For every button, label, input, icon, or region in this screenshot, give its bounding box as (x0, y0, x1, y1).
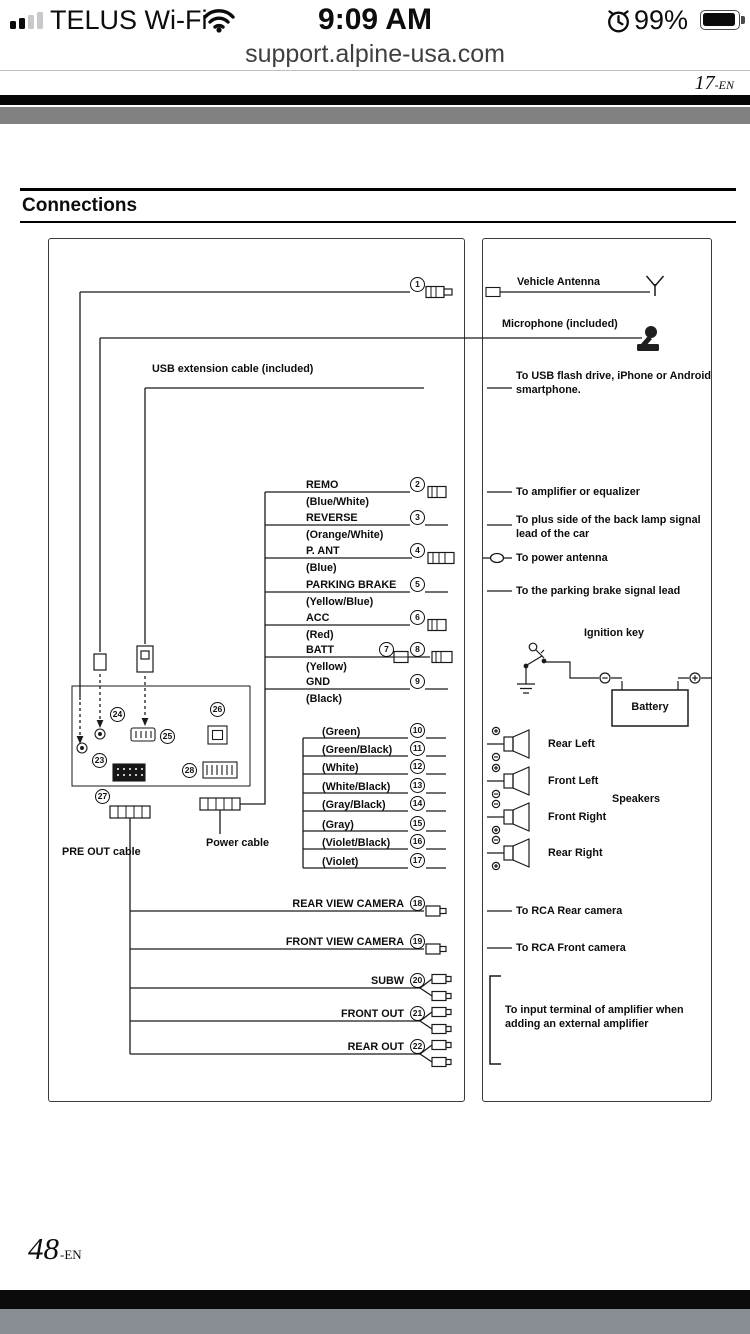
speaker-label: Front Left (548, 775, 599, 787)
wire-number-badge: 14 (410, 796, 425, 811)
battery-label: Battery (631, 701, 669, 713)
url-text: support.alpine-usa.com (245, 40, 505, 68)
usb-destination-label: To USB flash drive, iPhone or Android smartphone. (516, 370, 711, 397)
speaker-label: Rear Right (548, 847, 603, 859)
status-bar (0, 0, 750, 40)
wire-number-badge: 22 (410, 1039, 425, 1054)
wire-number-badge: 17 (410, 853, 425, 868)
section-title: Connections (22, 195, 138, 216)
amplifier-label: To amplifier or equalizer (516, 486, 640, 498)
page-number: 48-EN (28, 1231, 82, 1266)
output-label: FRONT VIEW CAMERA (285, 936, 404, 948)
wire-number-badge: 18 (410, 896, 425, 911)
bottom-bar-gray (0, 1309, 750, 1334)
wire-number-badge: 2 (410, 477, 425, 492)
wire-color-label: (Yellow/Blue) (306, 596, 374, 608)
rca-front-camera-label: To RCA Front camera (516, 942, 626, 954)
rca-rear-camera-label: To RCA Rear camera (516, 905, 623, 917)
wire-number-badge: 21 (410, 1006, 425, 1021)
chrome-separator (0, 70, 750, 71)
wire-name-label: REVERSE (306, 512, 358, 524)
alarm-clock-icon (605, 7, 632, 34)
speaker-wire-color-label: (Green/Black) (322, 744, 393, 756)
clock-time: 9:09 AM (318, 3, 432, 36)
parking-brake-label: To the parking brake signal lead (516, 585, 681, 597)
battery-percentage: 99% (633, 5, 688, 35)
wire-color-label: (Red) (306, 629, 334, 641)
wire-number-badge: 20 (410, 973, 425, 988)
bottom-bar-black (0, 1290, 750, 1309)
wire-number-badge: 10 (410, 723, 425, 738)
wire-number-badge: 3 (410, 510, 425, 525)
speaker-label: Rear Left (548, 738, 595, 750)
wire-name-label: REMO (306, 479, 339, 491)
wire-color-label: (Blue/White) (306, 496, 369, 508)
speaker-wire-color-label: (Green) (322, 726, 361, 738)
battery-icon (700, 10, 740, 30)
wire-number-badge: 13 (410, 778, 425, 793)
wire-number-badge: 16 (410, 834, 425, 849)
wire-number-badge: 5 (410, 577, 425, 592)
wire-number-badge: 11 (410, 741, 425, 756)
connector-number-badge: 24 (110, 707, 125, 722)
top-separator-bar-gray (0, 107, 750, 124)
wire-name-label: PARKING BRAKE (306, 579, 397, 591)
speaker-wire-color-label: (Violet) (322, 856, 359, 868)
address-bar[interactable] (0, 40, 750, 70)
wire-name-label: P. ANT (306, 545, 340, 557)
speaker-wire-color-label: (White) (322, 762, 359, 774)
connector-number-badge: 25 (160, 729, 175, 744)
section-rule-bottom (20, 221, 736, 223)
ignition-key-label: Ignition key (584, 627, 644, 639)
amp-input-label: To input terminal of amplifier when adding an external amplifier (505, 1004, 684, 1031)
wire-number-badge: 7 (379, 642, 394, 657)
output-label: REAR OUT (347, 1041, 404, 1053)
wire-color-label: (Blue) (306, 562, 337, 574)
wire-number-badge: 6 (410, 610, 425, 625)
speakers-title: Speakers (612, 793, 661, 805)
output-label: SUBW (371, 975, 404, 987)
connector-number-badge: 23 (92, 753, 107, 768)
microphone-label: Microphone (included) (502, 318, 618, 330)
wire-number-badge: 15 (410, 816, 425, 831)
vehicle-antenna-label: Vehicle Antenna (517, 276, 601, 288)
wire-number-badge: 9 (410, 674, 425, 689)
diagram-right-panel (482, 238, 712, 1102)
wire-number-badge: 19 (410, 934, 425, 949)
power-cable-label: Power cable (206, 837, 270, 849)
speaker-wire-color-label: (White/Black) (322, 781, 391, 793)
wire-number-badge: 1 (410, 277, 425, 292)
output-label: FRONT OUT (341, 1008, 404, 1020)
wire-color-label: (Black) (306, 693, 343, 705)
speaker-wire-color-label: (Gray) (322, 819, 354, 831)
speaker-wire-color-label: (Violet/Black) (322, 837, 391, 849)
connector-number-badge: 26 (210, 702, 225, 717)
wire-color-label: (Orange/White) (306, 529, 384, 541)
wire-number-badge: 4 (410, 543, 425, 558)
power-antenna-label: To power antenna (516, 552, 608, 564)
wire-name-label: GND (306, 676, 330, 688)
output-label: REAR VIEW CAMERA (292, 898, 404, 910)
usb-cable-label: USB extension cable (included) (152, 363, 314, 375)
preout-cable-label: PRE OUT cable (62, 846, 141, 858)
wire-number-badge: 12 (410, 759, 425, 774)
connector-number-badge: 27 (95, 789, 110, 804)
connector-number-badge: 28 (182, 763, 197, 778)
prev-page-marker: 17-EN (694, 72, 734, 94)
carrier-label: TELUS Wi-Fi (50, 5, 208, 35)
wire-number-badge: 8 (410, 642, 425, 657)
speaker-label: Front Right (548, 811, 607, 823)
section-rule-top (20, 188, 736, 191)
wire-name-label: BATT (306, 644, 334, 656)
top-separator-bar-black (0, 95, 750, 105)
speaker-wire-color-label: (Gray/Black) (322, 799, 386, 811)
back-lamp-label: To plus side of the back lamp signal lead of the car (516, 514, 701, 541)
wire-name-label: ACC (306, 612, 330, 624)
wire-color-label: (Yellow) (306, 661, 347, 673)
